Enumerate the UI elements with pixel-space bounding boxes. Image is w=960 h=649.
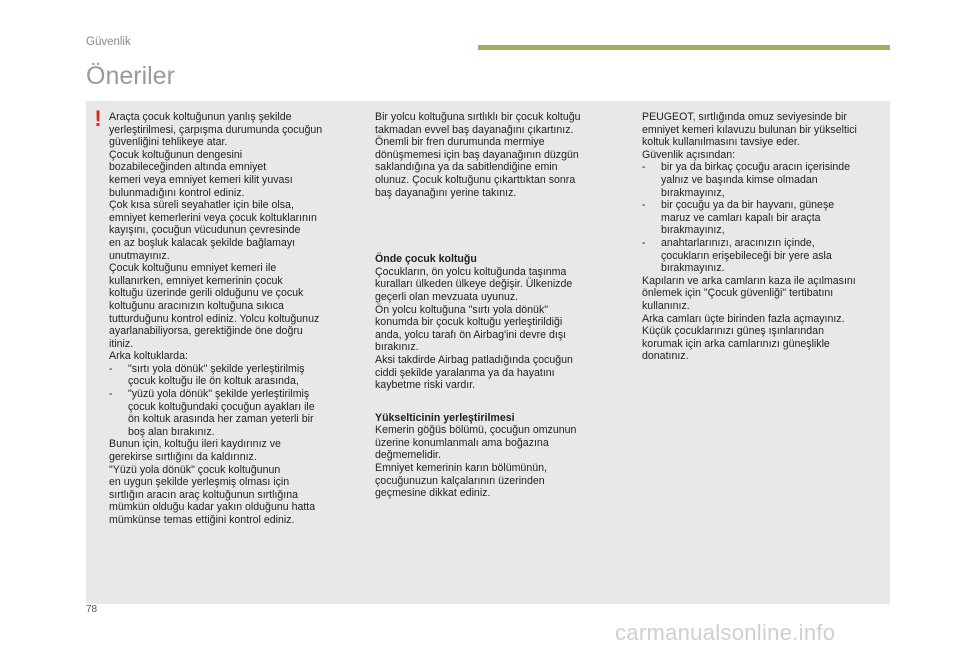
text-line: Ön yolcu koltuğuna "sırtı yola dönük" (375, 303, 548, 316)
text-line: donatınız. (642, 350, 689, 363)
text-line: takmadan evvel baş dayanağını çıkartınız. (375, 123, 574, 136)
text-line: güvenliğini tehlikeye atar. (109, 136, 228, 149)
bullet-continuation: bırakmayınız. (661, 262, 725, 275)
text-line: mümkünse temas ettiğini kontrol ediniz. (109, 514, 295, 526)
bullet-continuation: çocuk koltuğundaki çocuğun ayakları ile (128, 400, 315, 413)
bullet-text: "sırtı yola dönük" şekilde yerleştirilmiş (128, 362, 305, 375)
text-line: Çocuk koltuğunu emniyet kemeri ile (109, 262, 277, 275)
text-line: Çocuk koltuğunun dengesini (109, 148, 243, 161)
text-line: Önemli bir fren durumunda mermiye (375, 136, 545, 149)
section-label: Güvenlik (86, 36, 131, 48)
text-line: Çok kısa süreli seyahatler için bile olsa, (109, 199, 294, 212)
bullet-text: "yüzü yola dönük" şekilde yerleştirilmiş (128, 388, 310, 401)
page-number: 78 (86, 604, 98, 615)
text-line: bulunmadığını kontrol ediniz. (109, 186, 245, 199)
bullet-continuation: boş alan bırakınız. (128, 425, 215, 438)
text-line: yerleştirilmesi, çarpışma durumunda çocuğun (109, 123, 323, 136)
text-line: Kemerin göğüs bölümü, çocuğun omzunun (375, 424, 577, 437)
text-line: geçerli olan mevzuata uyunuz. (375, 290, 519, 303)
text-line: korumak için arka camlarınızı güneşlikle (642, 337, 830, 350)
bullet-continuation: maruz ve camları kapalı bir araçta (661, 211, 821, 224)
bullet-continuation: çocuk koltuğu ile ön koltuk arasında, (128, 375, 299, 388)
bullet-continuation: bırakmayınız, (661, 186, 725, 199)
text-line: önlemek için "Çocuk güvenliği" tertibatını (642, 287, 834, 300)
text-line: Güvenlik açısından: (642, 148, 736, 161)
text-line: Arka camları üçte birinden fazla açmayınız. (642, 312, 845, 325)
text-line: üzerine konumlanmalı ama boğazına (375, 436, 549, 449)
text-line: tutturduğunu kontrol ediniz. Yolcu koltuğunuz (109, 312, 320, 325)
text-line: Araçta çocuk koltuğunun yanlış şekilde (109, 111, 292, 123)
text-line: kullanırken, emniyet kemerinin çocuk (109, 274, 283, 287)
text-line: Çocukların, ön yolcu koltuğunda taşınma (375, 265, 567, 278)
text-line: Emniyet kemerinin karın bölümünün, (375, 462, 547, 475)
text-line: çocuğunuzun kalçalarının üzerinden (375, 474, 545, 487)
watermark[interactable]: carmanualsonline.info (615, 620, 836, 645)
text-line: değmemelidir. (375, 449, 441, 462)
bullet-item (642, 199, 890, 212)
bullet-continuation: çocukların erişebileceği bir yere asla (661, 249, 832, 262)
bullet-item (109, 363, 371, 376)
text-line: emniyet kemeri kılavuzu bulunan bir yükseltici (642, 123, 857, 136)
text-line: bozabileceğinden altında emniyet (109, 161, 267, 174)
bullet-dash: - (109, 362, 113, 375)
front-seat-heading: Önde çocuk koltuğu (375, 253, 477, 266)
text-line: anda, yolcu tarafı ön Airbag'ini devre dışı (375, 328, 567, 341)
text-line: mümkün olduğu kadar yakın olduğunu hatta (109, 501, 316, 514)
spacer (375, 392, 615, 412)
text-line: baş dayanağını yerine takınız. (375, 186, 517, 199)
column-1 (109, 111, 371, 527)
text-line: kemeri veya emniyet kemeri kilit yuvası (109, 173, 293, 186)
text-line: en uygun şekilde yerleşmiş olması için (109, 476, 290, 489)
text-line: kuralları ülkeden ülkeye değişir. Ülkenizde (375, 278, 573, 291)
column-2 (375, 111, 615, 500)
text-line: gerekirse sırtlığını da kaldırınız. (109, 451, 257, 464)
text-line: geçmesine dikkat ediniz. (375, 487, 491, 500)
bullet-text: anahtarlarınızı, aracınızın içinde, (661, 236, 815, 249)
text-line: itiniz. (109, 337, 134, 350)
bullet-continuation: yalnız ve başında kimse olmadan (661, 173, 818, 186)
text-line: "Yüzü yola dönük" çocuk koltuğunun (109, 463, 281, 476)
text-line: ayarlanabiliyorsa, gerektiğinde öne doğru (109, 325, 303, 338)
text-line: koltuğunu aracınızın koltuğuna sıkıca (109, 299, 284, 312)
text-line: saklandığına ya da sabitlendiğine emin (375, 161, 558, 174)
warning-icon: ! (94, 106, 102, 131)
bullet-item (109, 388, 371, 401)
page-title: Öneriler (86, 62, 175, 90)
bullet-dash: - (109, 388, 113, 401)
bullet-dash: - (642, 199, 646, 212)
text-line: kaybetme riski vardır. (375, 379, 476, 392)
text-line: dönüşmemesi için baş dayanağının düzgün (375, 148, 579, 161)
text-line: konumda bir çocuk koltuğu yerleştirildiği (375, 316, 563, 329)
text-line: Küçük çocuklarınızı güneş ışınlarından (642, 325, 824, 338)
spacer (375, 233, 615, 253)
bullet-item (642, 237, 890, 250)
text-line: unutmayınız. (109, 249, 170, 262)
text-line: Kapıların ve arka camların kaza ile açılmasını (642, 274, 856, 287)
text-line: kullanınız. (642, 299, 690, 312)
text-line: koltuğu üzerinde gerili olduğunu ve çocuk (109, 287, 304, 300)
text-line: ciddi şekilde yaralanma ya da hayatını (375, 366, 555, 379)
text-line: koltuk kullanılmasını tavsiye eder. (642, 136, 800, 149)
bullet-dash: - (642, 161, 646, 174)
booster-heading: Yükselticinin yerleştirilmesi (375, 411, 515, 424)
spacer (375, 199, 615, 233)
text-line: en az boşluk kalacak şekilde bağlamayı (109, 236, 296, 249)
text-line: sırtlığın aracın araç koltuğunun sırtlığına (109, 488, 299, 501)
text-line: bırakınız. (375, 341, 419, 354)
header-rule (478, 45, 890, 50)
text-line: PEUGEOT, sırtlığında omuz seviyesinde bir (642, 111, 847, 123)
text-line: Arka koltuklarda: (109, 350, 188, 363)
bullet-text: bir çocuğu ya da bir hayvanı, güneşe (661, 199, 835, 212)
bullet-item (642, 161, 890, 174)
bullet-continuation: bırakmayınız, (661, 224, 725, 237)
text-line: Aksi takdirde Airbag patladığında çocuğun (375, 353, 573, 366)
text-line: olunuz. Çocuk koltuğunu çıkarttıktan sonra (375, 173, 576, 186)
text-line: Bir yolcu koltuğuna sırtlıklı bir çocuk koltuğu (375, 111, 581, 123)
text-line: emniyet kemerlerini veya çocuk koltuklarının (109, 211, 317, 224)
text-line: Bunun için, koltuğu ileri kaydırınız ve (109, 438, 281, 451)
bullet-text: bir ya da birkaç çocuğu aracın içerisinde (661, 161, 851, 174)
bullet-continuation: ön koltuk arasında her zaman yeterli bir (128, 413, 314, 426)
bullet-dash: - (642, 236, 646, 249)
column-3 (642, 111, 890, 363)
text-line: kayışını, çocuğun vücudunun çevresinde (109, 224, 301, 237)
